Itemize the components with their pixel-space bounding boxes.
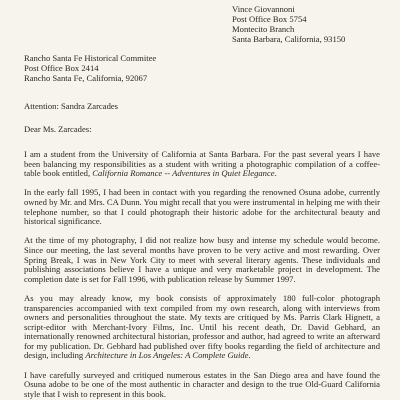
sender-address-line-2: Montecito Branch	[232, 24, 295, 34]
recipient-address	[24, 53, 156, 83]
attention-line: Attention: Sandra Zarcades	[24, 101, 119, 111]
recipient-org: Rancho Santa Fe Historical Commitee	[24, 53, 157, 63]
book-title: California Romance -- Adventures in Quiet Elegance	[92, 168, 275, 179]
paragraph-1-text: I am a student from the University of California at Santa Barbara. For the past several years I have been balancing my responsibilities as a student with writing a photographic compilation of a coffee-table book entitled,	[24, 149, 380, 179]
sender-address	[232, 4, 345, 44]
paragraph-4	[24, 294, 380, 361]
paragraph-3: At the time of my photography, I did not realize how busy and intense my schedule would become. Since our meeting, the last several months have proven to be very active and most rewarding. Over Spring Break, I was in New York City to meet with several literary agents. These individuals and publishing associations believe I have a unique and very marketable project in development. The completion date is set for Fall 1996, with publication release by Summer 1997.	[24, 235, 380, 284]
letter-body	[24, 150, 380, 400]
salutation: Dear Ms. Zarcades:	[24, 124, 92, 134]
paragraph-2: In the early fall 1995, I had been in contact with you regarding the renowned Osuna adobe, currently owned by Mr. and Mrs. CA Dunn. You might recall that you were instrumental in helping me with their telephone number, so that I could photograph their historic adobe for the architectural beauty and historical significance.	[24, 187, 380, 227]
recipient-city: Rancho Santa Fe, California, 92067	[24, 73, 148, 83]
sender-city: Santa Barbara, California, 93150	[232, 34, 346, 44]
paragraph-5: I have carefully surveyed and critiqued numerous estates in the San Diego area and have found the Osuna adobe to be one of the most authentic in character and design to the true Old-Guard California style that I wish to represent in this book.	[24, 369, 380, 399]
sender-name: Vince Giovannoni	[232, 4, 295, 14]
paragraph-1	[24, 150, 380, 179]
paragraph-4-end: .	[248, 350, 251, 361]
paragraph-4-text: As you may already know, my book consists of approximately 180 full-color photograph transparencies accompanied with text compiled from my own research, along with interviews from owners and personalities throughout the state. My texts are critiqued by Ms. Parris Clark Hignett, a script-editor with Merchant-Ivory Films, Inc. Until his recent death, Dr. David Gebhard, an internationally renowned architectural historian, professor and author, had agreed to write an afterward for my publication. Dr. Gebhard had published over fifty books regarding the field of architecture and design, including	[24, 292, 380, 361]
referenced-book-title: Architecture in Los Angeles: A Complete Guide	[85, 350, 249, 361]
sender-address-line-1: Post Office Box 5754	[232, 14, 307, 24]
paragraph-1-end: .	[274, 168, 277, 179]
recipient-address-line-1: Post Office Box 2414	[24, 63, 99, 73]
